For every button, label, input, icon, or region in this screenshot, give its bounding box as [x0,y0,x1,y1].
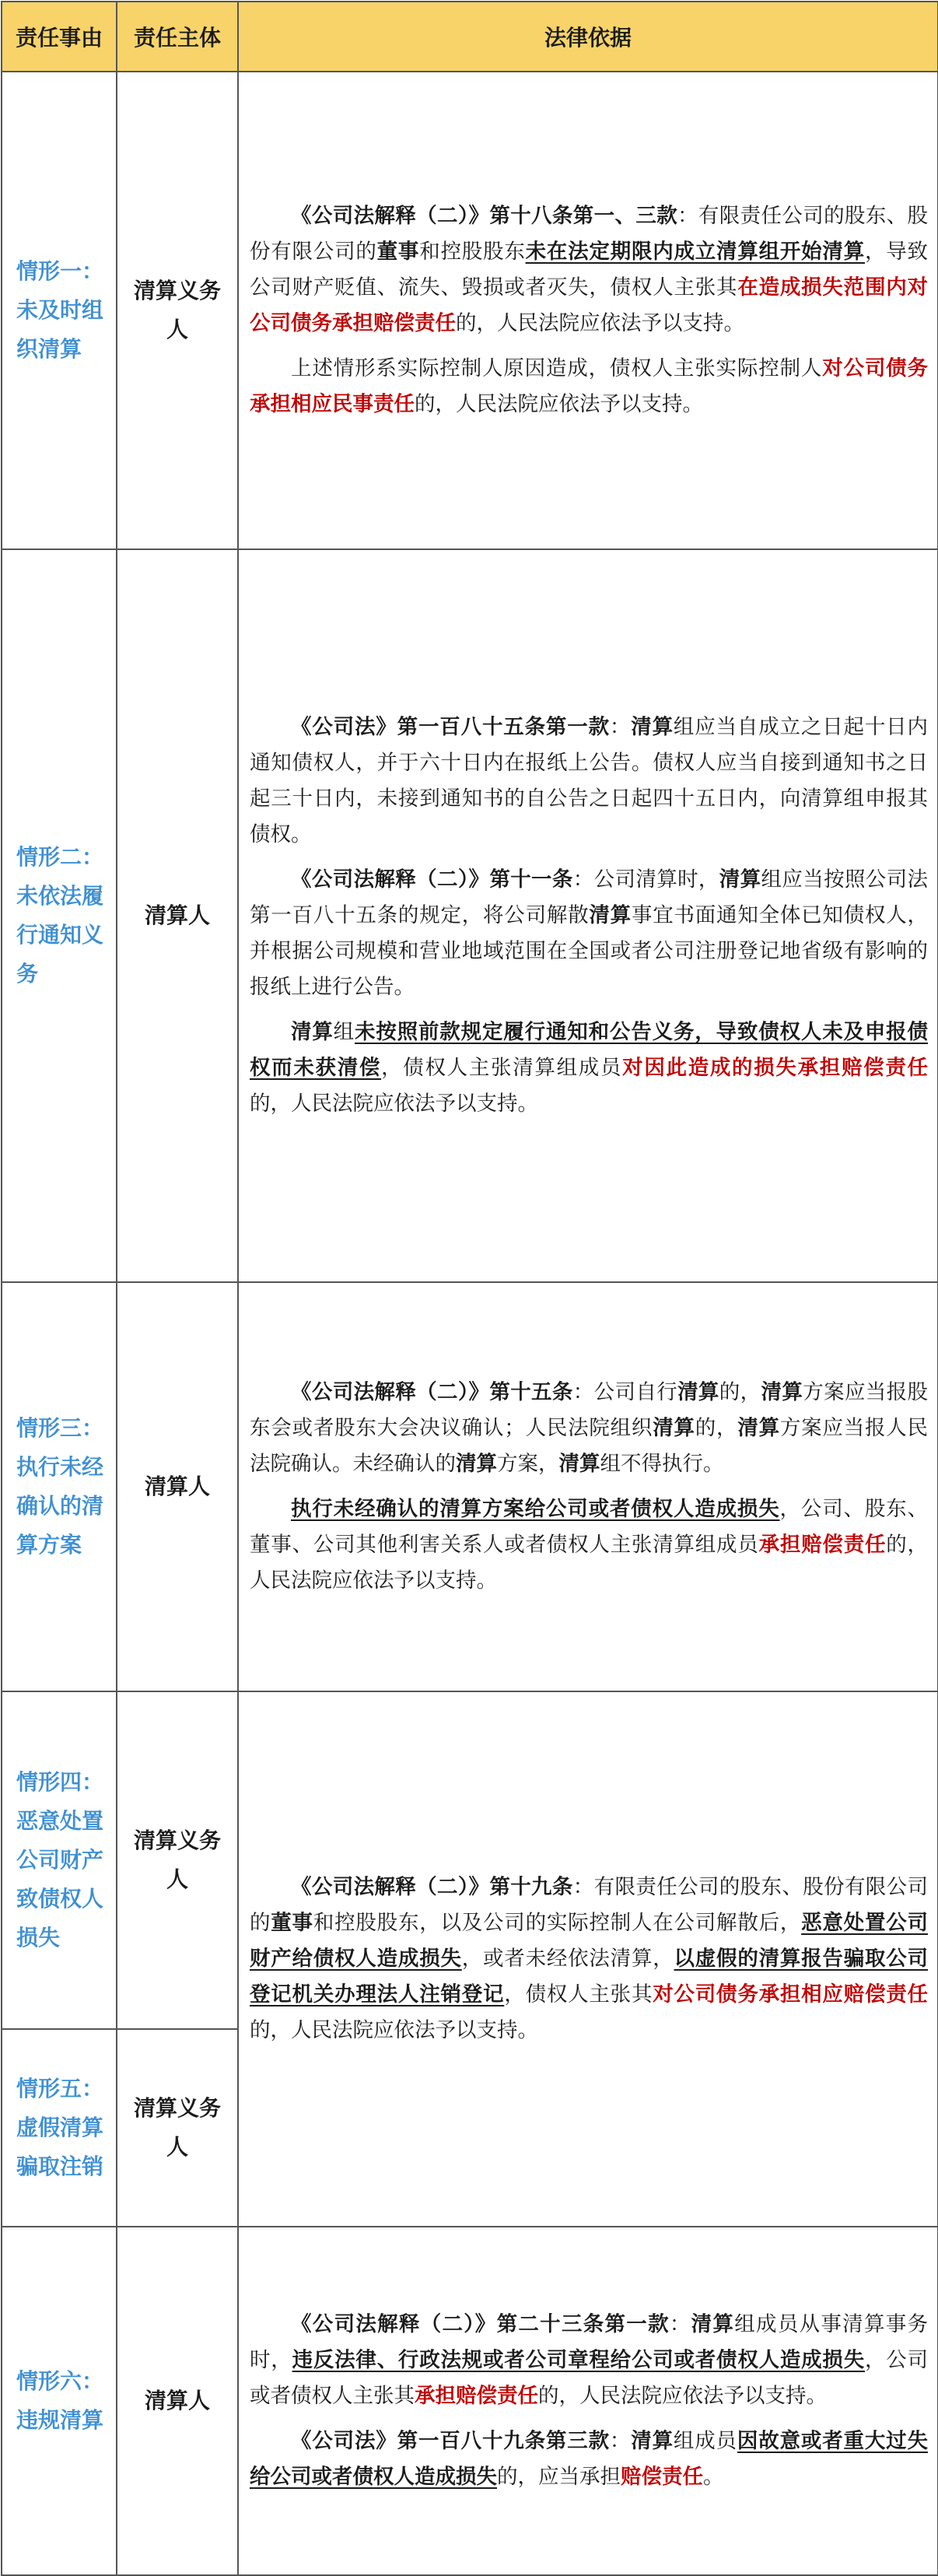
table-row [2,2227,938,2575]
emphasis-text: 清算 [291,1020,334,1044]
emphasis-text: 清算 [719,867,761,892]
liability-table-page [0,1,938,2576]
basis-paragraph [250,1491,928,1599]
emphasis-text: 清算 [691,2312,735,2336]
emphasis-text: 清算 [631,2429,674,2453]
subject-cell: 清算义务人 [117,2029,238,2227]
basis-text: 上述情形系实际控制人原因造成，债权人主张实际控制人 [291,356,823,380]
table-row [2,1691,938,2029]
emphasis-text: 因故意或者重大过失给公司或者债权人造成损失 [250,2429,929,2489]
basis-text: ：公司自行 [572,1380,678,1404]
emphasis-text: 恶意处置公司财产给债权人造成损失 [250,1911,929,1971]
basis-paragraph [250,2424,928,2495]
basis-cell [238,2227,938,2575]
emphasis-text: 未在法定期限内成立清算组开始清算 [525,240,865,264]
emphasis-text: 清算 [558,1452,600,1476]
emphasis-text: 董事 [376,240,420,264]
basis-text: ： [609,715,632,739]
basis-paragraph [250,1870,928,2049]
basis-text: 和控股股东 [419,240,526,264]
basis-text: ： [669,2312,691,2336]
basis-text: ，公司、股东、董事、公司其他利害关系人或者债权人主张清算组成员 [250,1497,929,1557]
basis-text: 组成员 [673,2429,737,2453]
emphasis-text: 承担赔偿责任 [415,2384,538,2408]
basis-text: 组应当自成立之日起十日内通知债权人，并于六十日内在报纸上公告。债权人应当自接到通知书之日起三十日内，未接到通知书的自公告之日起四十五日内，向清算组申报其债权。 [250,715,929,846]
basis-text: 的，人民法院应依法予以支持。 [415,392,703,416]
liability-table [1,1,938,2576]
subject-cell: 清算人 [117,1282,238,1691]
table-header-row [2,2,938,72]
emphasis-text: 《公司法》第一百八十五条第一款 [291,715,610,739]
basis-text: 方案应当报股东会或者股东大会决议确认；人民法院组织 [250,1380,929,1440]
emphasis-text: 违反法律、行政法规或者公司章程给公司或者债权人造成损失 [292,2348,865,2372]
basis-paragraph [250,710,928,853]
table-row [2,72,938,549]
basis-paragraph [250,1015,928,1122]
emphasis-text: 清算 [761,1380,803,1404]
reason-cell: 情形三：执行未经确认的清算方案 [2,1282,117,1691]
basis-paragraph [250,2307,928,2414]
emphasis-text: 《公司法解释（二）》第十五条 [291,1380,573,1404]
emphasis-text: 在造成损失范围内对公司债务承担赔偿责任 [250,275,929,335]
basis-text: 组不得执行。 [600,1452,724,1476]
emphasis-text: 《公司法解释（二）》第二十三条第一款 [291,2312,670,2336]
emphasis-text: 赔偿责任 [621,2465,703,2489]
basis-text: 的， [719,1380,761,1404]
basis-paragraph [250,351,928,422]
basis-text: ： [609,2429,632,2453]
table-row [2,1282,938,1691]
reason-cell: 情形六：违规清算 [2,2227,117,2575]
emphasis-text: 《公司法解释（二）》第十一条 [291,867,573,892]
basis-paragraph [250,198,928,342]
emphasis-text: 董事 [271,1911,313,1935]
emphasis-text: 《公司法解释（二）》第十八条第一、三款 [291,204,678,228]
table-row [2,549,938,1282]
emphasis-text: 清算 [677,1380,719,1404]
subject-cell: 清算义务人 [117,1691,238,2029]
basis-text: 和控股股东，以及公司的实际控制人在公司解散后， [313,1911,802,1935]
basis-paragraph [250,1375,928,1482]
emphasis-text: 清算 [589,903,632,927]
emphasis-text: 《公司法》第一百八十九条第三款 [291,2429,610,2453]
basis-text: 的，人民法院应依法予以支持。 [456,311,744,335]
subject-cell: 清算人 [117,2227,238,2575]
header-basis: 法律依据 [238,2,938,72]
basis-cell [238,1282,938,1691]
basis-text: 的，人民法院应依法予以支持。 [250,1092,538,1116]
basis-paragraph [250,862,928,1005]
header-subject: 责任主体 [117,2,238,72]
basis-text: 的，人民法院应依法予以支持。 [538,2384,827,2408]
basis-text: 的，应当承担 [497,2465,621,2489]
subject-cell: 清算人 [117,549,238,1282]
emphasis-text: 清算 [631,715,674,739]
emphasis-text: 执行未经确认的清算方案给公司或者债权人造成损失 [291,1497,780,1521]
emphasis-text: 《公司法解释（二）》第十九条 [291,1875,573,1899]
reason-cell: 情形五：虚假清算骗取注销 [2,2029,117,2227]
basis-text: 。 [703,2465,724,2489]
basis-text: ：公司清算时， [572,867,719,892]
emphasis-text: 清算 [456,1452,497,1476]
emphasis-text: 未按照前款规定履行通知和公告义务，导致债权人未及申报债权而未获清偿 [250,1020,929,1080]
basis-text: 的，人民法院应依法予以支持。 [250,1533,929,1593]
basis-text: 组应当按照公司法第一百八十五条的规定，将公司解散 [250,867,929,927]
basis-text: ，导致公司财产贬值、流失、毁损或者灭失，债权人主张其 [250,240,929,300]
reason-cell: 情形二：未依法履行通知义务 [2,549,117,1282]
emphasis-text: 对因此造成的损失承担赔偿责任 [622,1056,929,1080]
basis-text: 方案应当报人民法院确认。未经确认的 [250,1416,929,1476]
basis-text: 组 [333,1020,355,1044]
basis-text: 事宜书面通知全体已知债权人，并根据公司规模和营业地域范围在全国或者公司注册登记地省级有影响的报纸上进行公告。 [250,903,929,999]
basis-text: ，债权人主张清算组成员 [381,1056,623,1080]
emphasis-text: 承担赔偿责任 [758,1533,887,1557]
basis-text: ：有限责任公司的股东、股份有限公司的 [250,1875,929,1935]
header-reason: 责任事由 [2,2,117,72]
basis-cell [238,72,938,549]
reason-cell: 情形一：未及时组织清算 [2,72,117,549]
subject-cell: 清算义务人 [117,72,238,549]
basis-text: ，或者未经依法清算， [461,1947,674,1971]
basis-text: 的， [695,1416,738,1440]
reason-cell: 情形四：恶意处置公司财产致债权人损失 [2,1691,117,2029]
basis-text: ，公司或者债权人主张其 [250,2348,929,2408]
emphasis-text: 对公司债务承担相应民事责任 [250,356,929,416]
basis-text: 组成员从事清算事务时， [250,2312,929,2372]
basis-text: ：有限责任公司的股东、股份有限公司的 [250,204,929,264]
basis-text: 方案， [497,1452,559,1476]
emphasis-text: 清算 [737,1416,780,1440]
emphasis-text: 以虚假的清算报告骗取公司登记机关办理法人注销登记 [250,1947,929,2006]
emphasis-text: 清算 [653,1416,695,1440]
basis-text: ，债权人主张其 [504,1982,653,2006]
basis-text: 的，人民法院应依法予以支持。 [250,2018,538,2042]
shared-basis-cell [238,1691,938,2227]
basis-cell [238,549,938,1282]
emphasis-text: 对公司债务承担相应赔偿责任 [653,1982,929,2006]
